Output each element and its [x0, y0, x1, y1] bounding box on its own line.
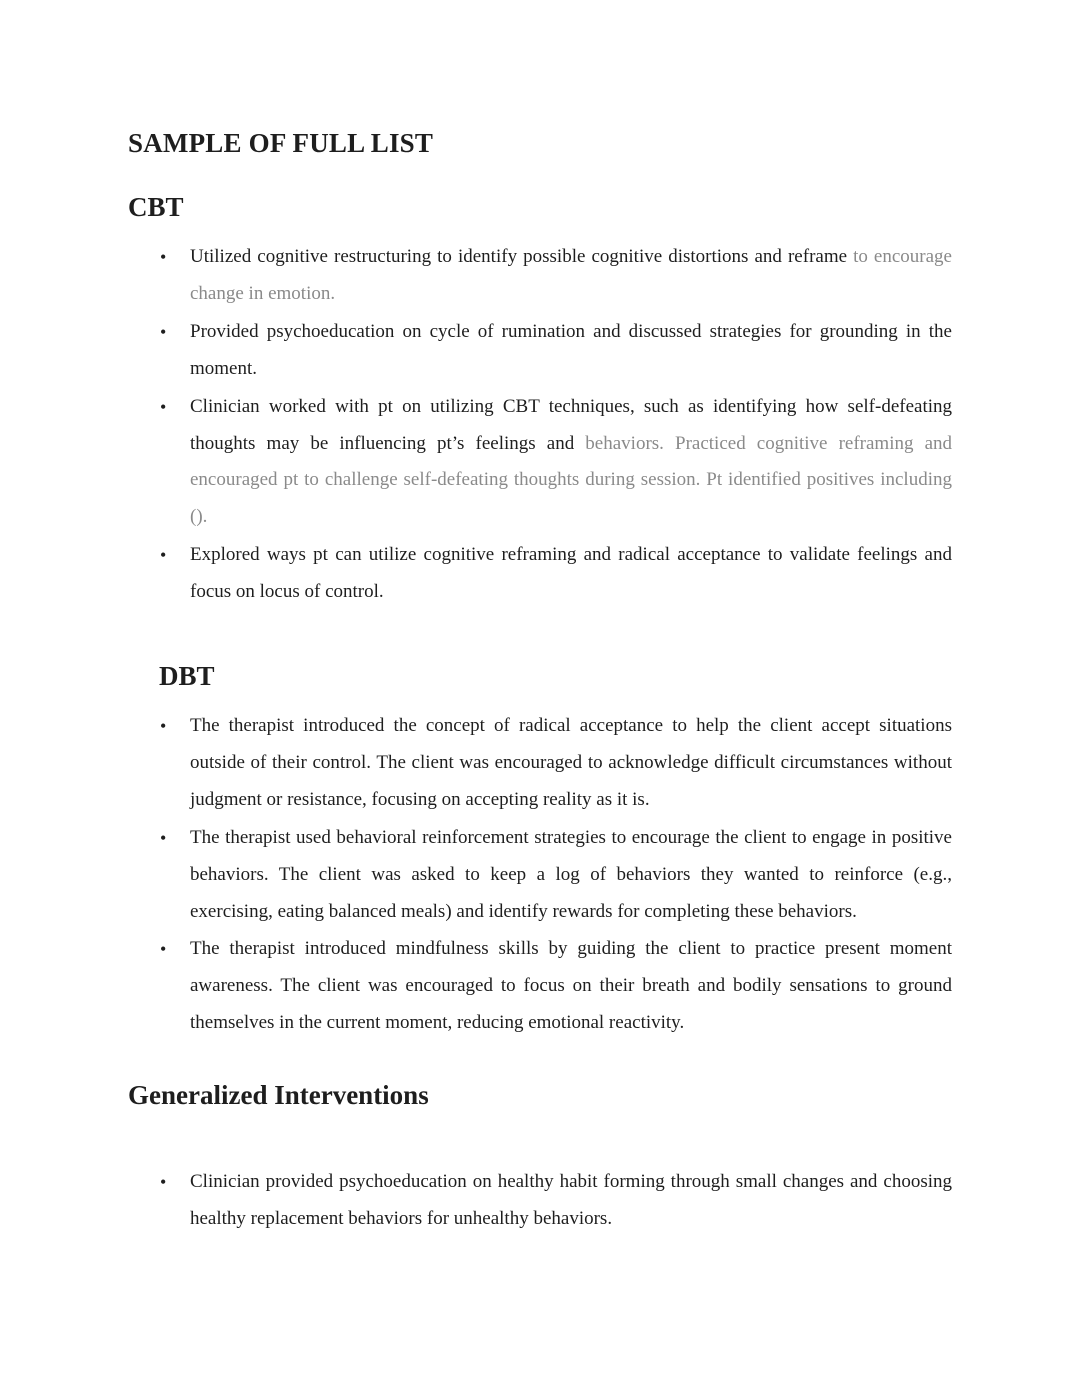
- list-item-text: Clinician provided psychoeducation on healthy habit forming through small changes and choosing healthy replacement behaviors for unhealthy behaviors.: [190, 1171, 952, 1229]
- list-item: [160, 389, 953, 537]
- cbt-bullet-list: [160, 239, 953, 612]
- bullet-icon: •: [160, 247, 167, 267]
- bullet-icon: •: [160, 939, 167, 960]
- list-item-faded-text: behaviors. Practiced cognitive reframing and encouraged pt to challenge self-defeating thoughts during session. Pt identified positives including ().: [190, 432, 953, 528]
- list-item-text: Explored ways pt can utilize cognitive reframing and radical acceptance to validate feelings and focus on locus of control.: [190, 544, 952, 603]
- bullet-icon: •: [160, 396, 167, 417]
- section-heading-cbt: CBT: [128, 192, 184, 222]
- section-heading-dbt: DBT: [159, 661, 215, 691]
- list-item: [160, 931, 952, 1042]
- bullet-icon: •: [160, 545, 167, 566]
- list-item: [160, 537, 952, 611]
- bullet-icon: •: [160, 716, 167, 736]
- list-item-text: Provided psychoeducation on cycle of rumination and discussed strategies for grounding in the moment.: [190, 320, 952, 379]
- list-item-text: Clinician worked with pt on utilizing CBT techniques, such as identifying how self-defeating thoughts may be influencing pt’s feelings and: [190, 395, 952, 454]
- bullet-icon: •: [160, 321, 167, 342]
- list-item: [160, 314, 952, 388]
- list-item-text: The therapist introduced mindfulness skills by guiding the client to practice present moment awareness. The client was encouraged to focus on their breath and bodily sensations to ground themselves in the current moment, reducing emotional reactivity.: [190, 938, 952, 1034]
- bullet-icon: •: [160, 827, 167, 848]
- list-item-text: Utilized cognitive restructuring to identify possible cognitive distortions and reframe: [190, 246, 854, 267]
- list-item-text: The therapist introduced the concept of radical acceptance to help the client accept situations outside of their control. The client was encouraged to acknowledge difficult circumstances without judgment or resistance, focusing on accepting reality as it is.: [190, 715, 952, 810]
- list-item-text: The therapist used behavioral reinforcement strategies to encourage the client to engage in positive behaviors. The client was asked to keep a log of behaviors they wanted to reinforce (e.g., exercising, eating balanced meals) and identify rewards for completing these behaviors.: [190, 826, 952, 922]
- generalized-bullet-list: [160, 1164, 952, 1239]
- list-item: [160, 820, 952, 931]
- section-heading-generalized-interventions: Generalized Interventions: [128, 1080, 429, 1110]
- list-item: [160, 239, 952, 313]
- list-item: [160, 708, 952, 819]
- document-title: SAMPLE OF FULL LIST: [128, 128, 434, 158]
- list-item-faded-text: to encourage change in emotion.: [190, 246, 952, 304]
- dbt-bullet-list: [160, 708, 952, 1043]
- bullet-icon: •: [160, 1172, 167, 1192]
- list-item: [160, 1164, 952, 1238]
